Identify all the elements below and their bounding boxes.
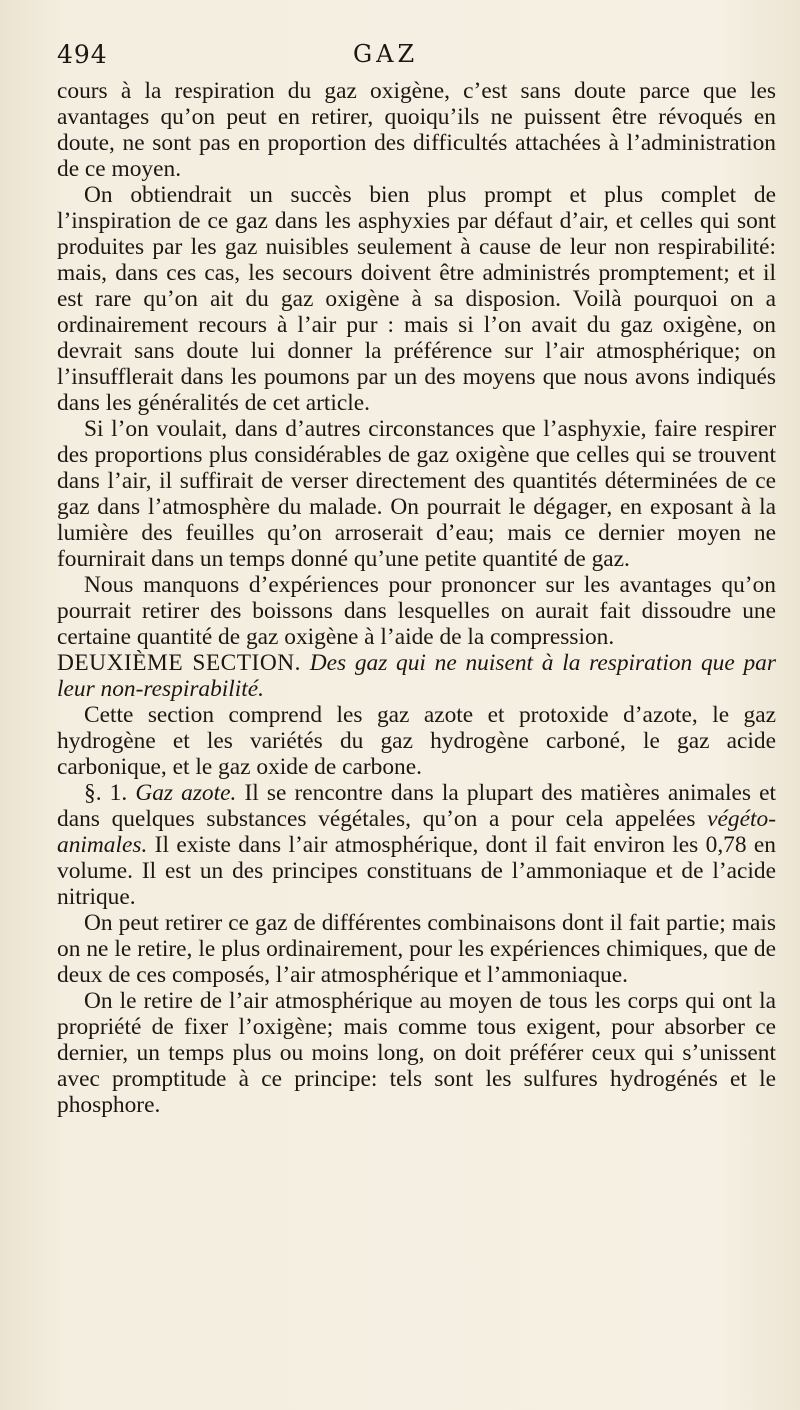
subsection-text: Il se rencontre dans la plupart des matières animales et dans quelques substances végétales, qu’on a pour cela appelées <box>57 780 776 832</box>
section-title: Des gaz qui ne nuisent à la respiration que par leur non-respirabilité. <box>57 650 776 702</box>
section-heading <box>57 650 776 702</box>
subsection-text: Il existe dans l’air atmosphérique, dont il fait environ les 0,78 en volume. Il est un des principes constituans de l’ammoniaque et de l’acide nitrique. <box>57 832 776 910</box>
paragraph: On le retire de l’air atmosphérique au moyen de tous les corps qui ont la propriété de fixer l’oxigène; mais comme tous exigent, pour absorber ce dernier, un temps plus ou moins long, on doit préférer ceux qui s’unissent avec promptitude à ce principe: tels sont les sulfures hydrogénés et le phosphore. <box>57 988 776 1118</box>
paragraph: Cette section comprend les gaz azote et protoxide d’azote, le gaz hydrogène et les variétés du gaz hydrogène carboné, le gaz acide carbonique, et le gaz oxide de carbone. <box>57 702 776 780</box>
paragraph-continuation: cours à la respiration du gaz oxigène, c’est sans doute parce que les avantages qu’on peut en retirer, quoiqu’ils ne puissent être révoqués en doute, ne sont pas en proportion des difficultés attachées à l’administration de ce moyen. <box>57 78 776 182</box>
body-text <box>57 78 776 1118</box>
running-head <box>57 40 776 78</box>
subsection-paragraph <box>57 780 776 910</box>
subsection-title: Gaz azote. <box>135 780 237 806</box>
paragraph: On peut retirer ce gaz de différentes combinaisons dont il fait partie; mais on ne le retire, le plus ordinairement, pour les expériences chimiques, que de deux de ces composés, l’air atmosphérique et l’ammoniaque. <box>57 910 776 988</box>
paragraph: On obtiendrait un succès bien plus prompt et plus complet de l’inspiration de ce gaz dans les asphyxies par défaut d’air, et celles qui sont produites par les gaz nuisibles seulement à cause de leur non respirabilité: mais, dans ces cas, les secours doivent être administrés promptement; et il est rare qu’on ait du gaz oxigène à sa disposion. Voilà pourquoi on a ordinairement recours à l’air pur : mais si l’on avait du gaz oxigène, on devrait sans doute lui donner la préférence sur l’air atmosphérique; on l’insufflerait dans les poumons par un des moyens que nous avons indiqués dans les généralités de cet article. <box>57 182 776 416</box>
paragraph: Nous manquons d’expériences pour prononcer sur les avantages qu’on pourrait retirer des boissons dans lesquelles on aurait fait dissoudre une certaine quantité de gaz oxigène à l’aide de la compression. <box>57 572 776 650</box>
subsection-number: §. 1. <box>84 780 128 806</box>
italic-term: végéto-animales. <box>57 806 776 858</box>
running-head-title: GAZ <box>353 40 419 68</box>
page-number: 494 <box>57 40 108 69</box>
paragraph: Si l’on voulait, dans d’autres circonstances que l’asphyxie, faire respirer des proportions plus considérables de gaz oxigène que celles qui se trouvent dans l’air, il suffirait de verser directement des quantités déterminées de ce gaz dans l’atmosphère du malade. On pourrait le dégager, en exposant à la lumière des feuilles qu’on arroserait d’eau; mais ce dernier moyen ne fournirait dans un temps donné qu’une petite quantité de gaz. <box>57 416 776 572</box>
section-label: DEUXIÈME SECTION. <box>57 650 301 676</box>
